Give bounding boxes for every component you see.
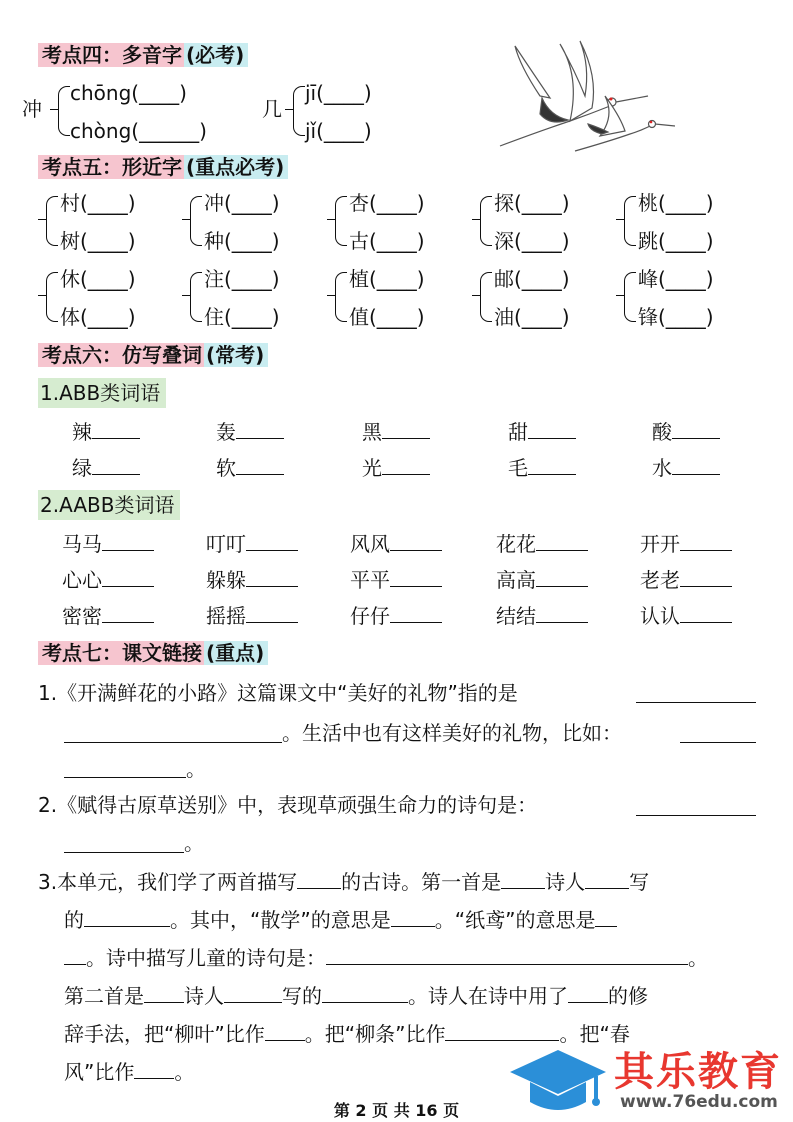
polyphone-reading: chōng(____) xyxy=(70,81,187,105)
aabb-item: 躲躲 xyxy=(206,566,298,593)
answer-blank[interactable] xyxy=(680,530,732,551)
similar-char-item: 邮(____) xyxy=(494,267,570,291)
similar-char-item: 桃(____) xyxy=(638,191,714,215)
answer-blank[interactable] xyxy=(246,530,298,551)
q2-line1: 2.《赋得古原草送别》中，表现草顽强生命力的诗句是： xyxy=(38,793,538,817)
similar-char-item: 探(____) xyxy=(494,191,570,215)
abb-item: 绿 xyxy=(72,454,140,481)
answer-blank[interactable] xyxy=(636,815,756,816)
answer-blank[interactable] xyxy=(382,418,430,439)
aabb-item: 老老 xyxy=(640,566,732,593)
similar-char-item: 油(____) xyxy=(494,305,570,329)
answer-blank[interactable] xyxy=(595,906,617,927)
answer-blank[interactable] xyxy=(322,982,408,1003)
abb-item: 酸 xyxy=(652,418,720,445)
answer-blank[interactable] xyxy=(672,418,720,439)
answer-blank[interactable] xyxy=(672,454,720,475)
answer-blank[interactable] xyxy=(680,742,756,743)
aabb-item: 马马 xyxy=(62,530,154,557)
abb-item: 甜 xyxy=(508,418,576,445)
q2-end: 。 xyxy=(184,831,204,855)
aabb-item: 叮叮 xyxy=(206,530,298,557)
similar-char-item: 深(____) xyxy=(494,229,570,253)
answer-blank[interactable] xyxy=(585,868,629,889)
answer-blank[interactable] xyxy=(536,566,588,587)
q3-line6: 风”比作 。 xyxy=(64,1060,195,1084)
q1-end: 。 xyxy=(186,757,206,781)
answer-blank[interactable] xyxy=(382,454,430,475)
section6-title: 考点六：仿写叠词 (常考) xyxy=(38,340,268,370)
section4-title: 考点四：多音字 (必考) xyxy=(38,40,248,70)
brace xyxy=(46,196,58,246)
section5-title: 考点五：形近字 (重点必考) xyxy=(38,152,288,182)
answer-blank[interactable] xyxy=(391,906,435,927)
similar-char-item: 体(____) xyxy=(60,305,136,329)
answer-blank[interactable] xyxy=(64,944,86,965)
abb-item: 软 xyxy=(216,454,284,481)
polyphone-reading: chòng(______) xyxy=(70,119,207,143)
aabb-subtitle: 2.AABB类词语 xyxy=(38,490,180,520)
answer-blank[interactable] xyxy=(236,454,284,475)
brace xyxy=(480,272,492,322)
answer-blank[interactable] xyxy=(102,530,154,551)
answer-blank[interactable] xyxy=(297,868,341,889)
answer-blank[interactable] xyxy=(102,602,154,623)
similar-char-item: 村(____) xyxy=(60,191,136,215)
answer-blank[interactable] xyxy=(501,868,545,889)
brand-url: www.76edu.com xyxy=(620,1092,778,1112)
similar-char-item: 住(____) xyxy=(204,305,280,329)
abb-item: 轰 xyxy=(216,418,284,445)
aabb-item: 风风 xyxy=(350,530,442,557)
cranes-illustration xyxy=(480,36,680,161)
aabb-item: 心心 xyxy=(62,566,154,593)
answer-blank[interactable] xyxy=(528,454,576,475)
answer-blank[interactable] xyxy=(236,418,284,439)
aabb-item: 花花 xyxy=(496,530,588,557)
answer-blank[interactable] xyxy=(536,530,588,551)
q3-line5: 辞手法，把“柳叶”比作 。把“柳条”比作 。把“春 xyxy=(64,1022,630,1046)
aabb-item: 平平 xyxy=(350,566,442,593)
abb-item: 光 xyxy=(362,454,430,481)
answer-blank[interactable] xyxy=(445,1020,559,1041)
abb-subtitle: 1.ABB类词语 xyxy=(38,378,166,408)
similar-char-item: 峰(____) xyxy=(638,267,714,291)
similar-char-item: 值(____) xyxy=(349,305,425,329)
answer-blank[interactable] xyxy=(326,944,688,965)
similar-char-item: 跳(____) xyxy=(638,229,714,253)
answer-blank[interactable] xyxy=(134,1058,174,1079)
answer-blank[interactable] xyxy=(390,602,442,623)
q3-line2: 的 。其中，“散学”的意思是 。“纸鸢”的意思是 xyxy=(64,906,617,933)
abb-item: 黑 xyxy=(362,418,430,445)
similar-char-item: 古(____) xyxy=(349,229,425,253)
answer-blank[interactable] xyxy=(680,566,732,587)
graduation-cap-icon xyxy=(508,1044,608,1118)
q1-line2: 。生活中也有这样美好的礼物，比如： xyxy=(282,721,622,745)
polyphone-reading: jī(____) xyxy=(305,81,372,105)
answer-blank[interactable] xyxy=(144,982,184,1003)
aabb-item: 仔仔 xyxy=(350,602,442,629)
answer-blank[interactable] xyxy=(536,602,588,623)
brace xyxy=(58,86,70,136)
answer-blank[interactable] xyxy=(92,454,140,475)
aabb-item: 高高 xyxy=(496,566,588,593)
q3-line3: 。诗中描写儿童的诗句是： 。 xyxy=(64,944,708,971)
similar-char-item: 冲(____) xyxy=(204,191,280,215)
answer-blank[interactable] xyxy=(64,777,186,778)
brace xyxy=(480,196,492,246)
answer-blank[interactable] xyxy=(224,982,282,1003)
answer-blank[interactable] xyxy=(265,1020,305,1041)
brace xyxy=(190,196,202,246)
answer-blank[interactable] xyxy=(390,566,442,587)
answer-blank[interactable] xyxy=(246,602,298,623)
similar-char-item: 注(____) xyxy=(204,267,280,291)
answer-blank[interactable] xyxy=(246,566,298,587)
similar-char-item: 树(____) xyxy=(60,229,136,253)
answer-blank[interactable] xyxy=(64,742,282,743)
polyphone-char-ji: 几 xyxy=(262,97,282,121)
answer-blank[interactable] xyxy=(64,852,184,853)
answer-blank[interactable] xyxy=(528,418,576,439)
q3-line1: 3.本单元，我们学了两首描写 的古诗。第一首是 诗人 写 xyxy=(38,870,650,894)
abb-item: 毛 xyxy=(508,454,576,481)
answer-blank[interactable] xyxy=(636,702,756,703)
brace xyxy=(46,272,58,322)
similar-char-item: 锋(____) xyxy=(638,305,714,329)
abb-item: 水 xyxy=(652,454,720,481)
brace xyxy=(624,196,636,246)
aabb-item: 密密 xyxy=(62,602,154,629)
aabb-item: 开开 xyxy=(640,530,732,557)
page-number: 第 2 页 共 16 页 xyxy=(333,1101,460,1120)
polyphone-reading: jǐ(____) xyxy=(305,119,372,143)
aabb-item: 结结 xyxy=(496,602,588,629)
abb-item: 辣 xyxy=(72,418,140,445)
similar-char-item: 杏(____) xyxy=(349,191,425,215)
aabb-item: 摇摇 xyxy=(206,602,298,629)
answer-blank[interactable] xyxy=(92,418,140,439)
similar-char-item: 植(____) xyxy=(349,267,425,291)
brace xyxy=(335,272,347,322)
answer-blank[interactable] xyxy=(568,982,608,1003)
brace xyxy=(624,272,636,322)
q3-line4: 第二首是 诗人 写的 。诗人在诗中用了 的修 xyxy=(64,984,648,1008)
polyphone-char-chong: 冲 xyxy=(22,97,42,121)
answer-blank[interactable] xyxy=(84,906,170,927)
section7-title: 考点七：课文链接 (重点) xyxy=(38,638,268,668)
brace xyxy=(190,272,202,322)
q1-line1: 1.《开满鲜花的小路》这篇课文中“美好的礼物”指的是 xyxy=(38,681,518,705)
answer-blank[interactable] xyxy=(680,602,732,623)
similar-char-item: 种(____) xyxy=(204,229,280,253)
brace xyxy=(293,86,305,136)
similar-char-item: 休(____) xyxy=(60,267,136,291)
brace xyxy=(335,196,347,246)
answer-blank[interactable] xyxy=(390,530,442,551)
answer-blank[interactable] xyxy=(102,566,154,587)
aabb-item: 认认 xyxy=(640,602,732,629)
brand-name: 其乐教育 xyxy=(614,1049,782,1095)
